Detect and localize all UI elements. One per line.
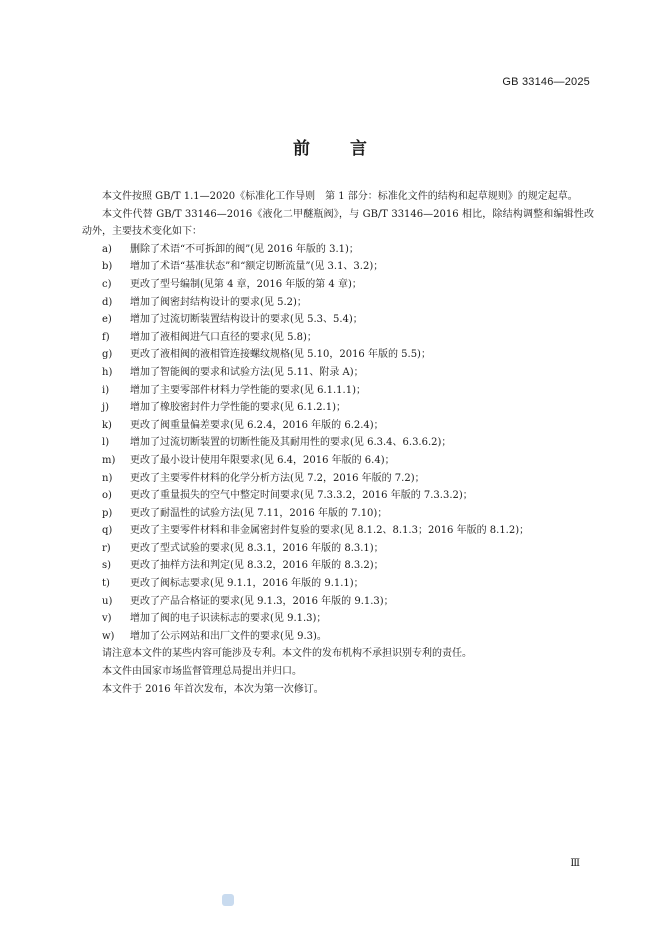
list-item [82,276,594,294]
closing-paragraph: 请注意本文件的某些内容可能涉及专利。本文件的发布机构不承担识别专利的责任。 [102,648,472,660]
list-item [82,505,594,523]
list-item-text: 增加了橡胶密封件力学性能的要求(见 6.1.2.1)； [130,402,346,414]
list-item [82,258,594,276]
list-item-label: a) [102,243,112,255]
list-item-label: g) [102,349,113,361]
list-item-text: 更改了主要零件材料和非金属密封件复验的要求(见 8.1.2、8.1.3；2016 年版的 8.1.2)； [130,525,530,537]
list-item-label: q) [102,525,113,537]
list-item-text: 增加了液相阀进气口直径的要求(见 5.8)； [130,331,317,343]
list-item [82,329,594,347]
list-item [82,575,594,593]
list-item-label: r) [102,542,111,554]
standard-code: GB 33146—2025 [502,76,590,88]
list-item-label: t) [102,578,110,590]
list-item [82,382,594,400]
list-item-text: 删除了术语“不可拆卸的阀”(见 2016 年版的 3.1)； [130,243,359,255]
list-item-text: 增加了公示网站和出厂文件的要求(见 9.3)。 [130,630,327,642]
list-item-label: s) [102,560,112,572]
list-item-label: w) [102,630,115,642]
list-item [82,487,594,505]
list-item-text: 更改了重量损失的空气中整定时间要求(见 7.3.3.2，2016 年版的 7.3.3.2)； [130,490,473,502]
list-item-text: 增加了过流切断装置的切断性能及其耐用性的要求(见 6.3.4、6.3.6.2)； [130,437,452,449]
list-item-text: 增加了阀密封结构设计的要求(见 5.2)； [130,296,307,308]
list-item-text: 增加了主要零部件材料力学性能的要求(见 6.1.1.1)； [130,384,366,396]
list-item-label: p) [102,507,113,519]
intro-paragraph: 本文件按照 GB/T 1.1—2020《标准化工作导则 第 1 部分：标准化文件的结构和起草规则》的规定起草。 [102,191,578,202]
list-item-label: u) [102,595,113,607]
list-item-label: l) [102,437,110,449]
closing-paragraph: 本文件于 2016 年首次发布，本次为第一次修订。 [102,683,324,695]
list-item-text: 更改了产品合格证的要求(见 9.1.3，2016 年版的 9.1.3)； [130,595,394,607]
list-item-label: o) [102,490,112,502]
closing-paragraph: 本文件由国家市场监督管理总局提出并归口。 [102,666,302,678]
list-item [82,452,594,470]
list-item [82,628,594,646]
list-item-text: 更改了抽样方法和判定(见 8.3.2，2016 年版的 8.3.2)； [130,560,384,572]
list-item [82,346,594,364]
page-number: Ⅲ [570,858,580,869]
list-item-label: c) [102,278,112,290]
list-item-text: 增加了过流切断装置结构设计的要求(见 5.3、5.4)； [130,314,363,326]
list-item-label: j) [102,402,110,414]
list-item-text: 更改了阀重量偏差要求(见 6.2.4，2016 年版的 6.2.4)； [130,419,384,431]
list-item [82,557,594,575]
intro-paragraph: 本文件代替 GB/T 33146—2016《液化二甲醚瓶阀》，与 GB/T 33146—2016 相比，除结构调整和编辑性改动外，主要技术变化如下： [82,208,594,238]
list-item-text: 增加了术语“基准状态”和“额定切断流量”(见 3.1、3.2)； [130,261,384,273]
list-item-text: 增加了智能阀的要求和试验方法(见 5.11、附录 A)； [130,366,364,378]
list-item-label: b) [102,261,113,273]
list-item [82,540,594,558]
list-item-label: i) [102,384,110,396]
list-item-text: 更改了最小设计使用年限要求(见 6.4，2016 年版的 6.4)； [130,454,395,466]
page-title: 前 言 [293,139,369,159]
list-item [82,241,594,259]
list-item-text: 更改了型号编制(见第 4 章，2016 年版的第 4 章)； [130,278,362,290]
technical-changes-list [82,241,594,646]
list-item [82,364,594,382]
list-item-label: m) [102,454,116,466]
list-item-text: 更改了耐温性的试验方法(见 7.11，2016 年版的 7.10)； [130,507,388,519]
list-item [82,294,594,312]
list-item-text: 更改了阀标志要求(见 9.1.1，2016 年版的 9.1.1)； [130,578,364,590]
list-item [82,610,594,628]
list-item [82,522,594,540]
watermark-logo-icon [222,894,234,906]
list-item-label: n) [102,472,113,484]
list-item-label: h) [102,366,113,378]
list-item-label: e) [102,314,112,326]
list-item-label: k) [102,419,112,431]
list-item-label: f) [102,331,110,343]
list-item-label: v) [102,613,112,625]
list-item [82,470,594,488]
list-item-text: 更改了液相阀的液相管连接螺纹规格(见 5.10，2016 年版的 5.5)； [130,349,431,361]
list-item [82,417,594,435]
list-item-text: 更改了型式试验的要求(见 8.3.1，2016 年版的 8.3.1)； [130,542,384,554]
foreword-body [82,188,594,698]
list-item [82,593,594,611]
list-item-text: 更改了主要零件材料的化学分析方法(见 7.2，2016 年版的 7.2)； [130,472,425,484]
list-item [82,434,594,452]
list-item-label: d) [102,296,113,308]
list-item [82,399,594,417]
list-item [82,311,594,329]
list-item-text: 增加了阀的电子识读标志的要求(见 9.1.3)； [130,613,327,625]
